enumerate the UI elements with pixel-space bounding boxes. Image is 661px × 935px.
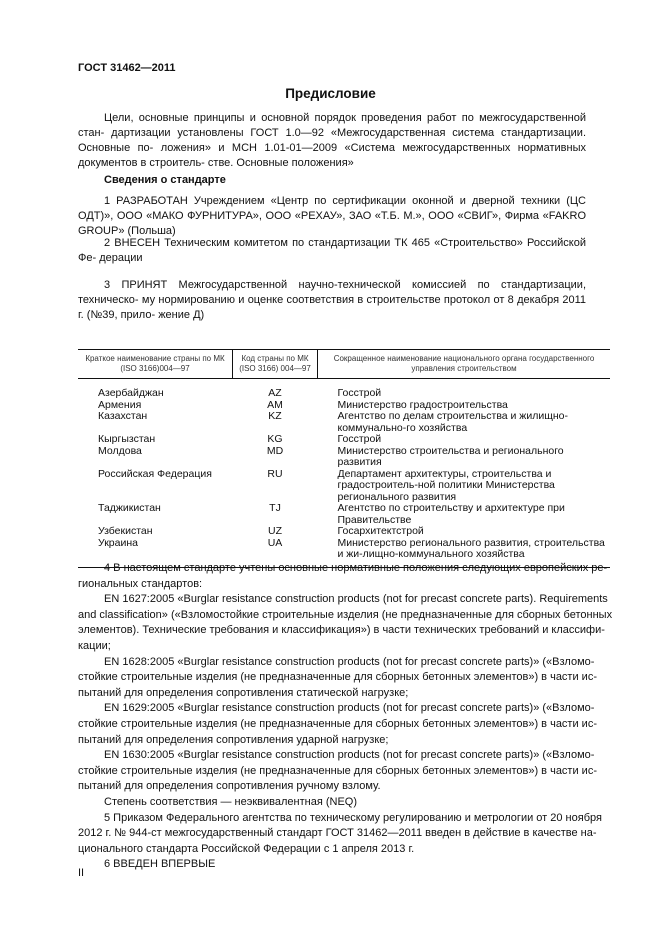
item-2-line: дерации (99, 252, 143, 264)
cell-country: Армения (98, 398, 142, 411)
intro-line: дартизации установлены ГОСТ 1.0—92 «Межгосударственная система стандартизации. Основные по- (78, 127, 587, 154)
cell-code: TJ (269, 502, 281, 514)
item-4-line: стойкие строительные изделия (не предназначенные для сборных бетонных элементов») в части ис- (78, 718, 597, 730)
item-4-line: элементов). Технические требования и классификация») в части технических требований и классифи- (78, 624, 605, 637)
item-3-line: жение Д) (158, 309, 205, 321)
cell-agency: Министерство регионального развития, строительства и жи-лищно-коммунального хозяйства (318, 538, 611, 568)
cell-code: UA (233, 538, 318, 568)
column-header-agency: Сокращенное наименование национального органа государственного управления строительством (318, 350, 611, 379)
item-4-line: 2012 г. № 944-ст межгосударственный стандарт ГОСТ 31462—2011 введен в действие в качестве на- (78, 827, 597, 840)
cell-agency: Департамент архитектуры, строительства и градостроитель-ной политики Министерства регионального развития (337, 467, 555, 503)
cell-agency: Агентство по делам строительства и жилищно-коммунально-го хозяйства (337, 410, 568, 434)
column-header-code: Код страны по МК (ISO 3166) 004—97 (233, 350, 318, 379)
page-number: II (78, 867, 85, 879)
table-row (78, 434, 610, 446)
cell-code: AM (267, 398, 283, 411)
cell-code: UZ (268, 525, 282, 537)
item-4-line: EN 1629:2005 «Burglar resistance construction products (not for precast concrete parts)» («Взломо- (104, 702, 595, 715)
column-header-country: Краткое наименование страны по МК (ISO 3166)004—97 (78, 350, 233, 379)
item-4-line: EN 1630:2005 «Burglar resistance construction products (not for precast concrete parts)» («Взломо- (104, 749, 595, 762)
cell-agency: Министерство строительства и регионального развития (337, 444, 564, 468)
table-row (78, 526, 610, 538)
table-row (78, 379, 610, 400)
cell-country: Узбекистан (98, 525, 153, 537)
member-states-table (78, 349, 610, 568)
intro-line: Цели, основные принципы и основной порядок проведения работ по межгосударственной стан- (78, 112, 586, 139)
cell-country: Азербайджан (98, 387, 164, 399)
table-row (78, 446, 610, 469)
item-4-line: ционального стандарта Российской Федерации с 1 апреля 2013 г. (78, 842, 415, 855)
cell-code: RU (267, 467, 283, 480)
cell-country: Таджикистан (98, 502, 161, 514)
item-3-line: 3 ПРИНЯТ Межгосударственной научно-технической комиссией по стандартизации, техническо- (78, 279, 586, 306)
item-4-line: пытаний для определения сопротивления ручному взлому. (78, 780, 381, 793)
cell-agency: Госстрой (337, 387, 382, 399)
item-4-line: стойкие строительные изделия (не предназначенные для сборных бетонных элементов») в части ис- (78, 671, 597, 684)
item-4-line: гиональных стандартов: (78, 577, 203, 590)
document-code: ГОСТ 31462—2011 (78, 62, 176, 74)
item-1-line: «МАКО ФУРНИТУРА», ООО «РЕХАУ», ЗАО «Т.Б. М.», ООО «СВИГ», Фирма «FAKRO GROUP» (Польша) (78, 210, 586, 237)
table-row (78, 469, 610, 504)
item-4-line: пытаний для определения сопротивления ударной нагрузке; (78, 733, 389, 746)
cell-code: MD (266, 444, 284, 457)
table-row (78, 411, 610, 434)
table-body (78, 379, 610, 568)
item-4-line: and classification» («Взломостойкие строительные изделия (не предназначенные для сборных бетонных (78, 608, 613, 621)
intro-paragraph (78, 111, 586, 171)
section-heading: Сведения о стандарте (104, 174, 226, 186)
cell-agency: Министерство градостроительства (337, 398, 508, 411)
item-3-paragraph (78, 278, 586, 323)
intro-line: стве. Основные положения» (207, 157, 354, 169)
cell-code: KZ (268, 410, 282, 422)
table-header-row (78, 350, 610, 379)
item-4-line: кации; (78, 640, 111, 652)
item-3-line: му нормированию и оценке соответствия в строительстве протокол от 8 декабря 2011 г. (№39, прило- (78, 294, 586, 321)
page-title: Предисловие (285, 86, 376, 101)
item-4-line: EN 1628:2005 «Burglar resistance construction products (not for precast concrete parts)» («Взломо- (104, 655, 595, 668)
item-4-line: 6 ВВЕДЕН ВПЕРВЫЕ (104, 858, 216, 871)
item-4-line: 4 В настоящем стандарте учтены основные нормативные положения следующих европейских ре- (104, 562, 608, 574)
cell-agency: Госстрой (337, 433, 382, 445)
cell-code: AZ (268, 387, 282, 399)
item-1-paragraph (78, 194, 586, 239)
cell-country: Казахстан (98, 410, 148, 422)
item-1-line: 1 РАЗРАБОТАН Учреждением «Центр по сертификации оконной и дверной техники (ЦС ОДТ)», ООО (78, 195, 586, 222)
cell-country: Российская Федерация (98, 467, 212, 480)
cell-agency: Агентство по строительству и архитектуре при Правительстве (337, 502, 565, 526)
item-4-line: Степень соответствия — неэквивалентная (NEQ) (104, 796, 358, 808)
cell-code: KG (267, 433, 283, 445)
item-4-line: пытаний для определения сопротивления статической нагрузке; (78, 686, 409, 699)
cell-country: Кыргызстан (98, 433, 156, 445)
cell-country: Украина (78, 538, 233, 568)
item-2-paragraph (78, 236, 586, 266)
item-4-line: стойкие строительные изделия (не предназначенные для сборных бетонных элементов») в части ис- (78, 764, 597, 777)
cell-country: Молдова (98, 444, 142, 457)
cell-agency: Госархитектстрой (337, 525, 424, 537)
intro-line: ложения» и МСН 1.01-01—2009 «Система межгосударственных нормативных документов в строитель- (78, 142, 586, 169)
item-4-line: 5 Приказом Федерального агентства по техническому регулированию и метрологии от 20 ноября (104, 811, 602, 824)
table-row (78, 503, 610, 526)
item-4-line: EN 1627:2005 «Burglar resistance construction products (not for precast concrete parts). Requirements (104, 593, 608, 606)
item-2-line: 2 ВНЕСЕН Техническим комитетом по стандартизации ТК 465 «Строительство» Российской Фе- (78, 237, 586, 264)
